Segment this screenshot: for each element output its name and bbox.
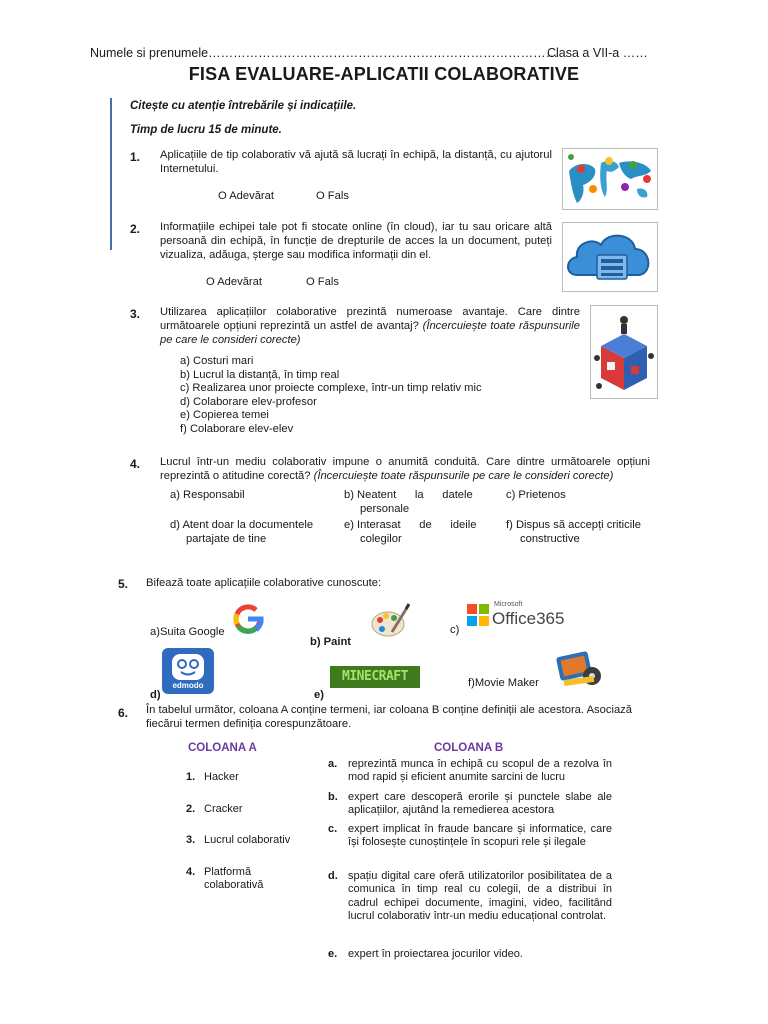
- name-field-label: Numele si prenumele…………………………………………………………………………: [90, 46, 559, 60]
- q2-number: 2.: [130, 222, 141, 236]
- col-b-def-b: expert care descoperă erorile și punctele slabe ale aplicațiilor, ajutând la remedierea acestora: [348, 791, 612, 817]
- world-map-image: [562, 148, 658, 210]
- q4-hint: (Încercuiește toate răspunsurile pe care le consideri corecte): [313, 470, 614, 482]
- q4-option-e[interactable]: e) Interasat de ideile: [344, 519, 477, 531]
- q2-option-false[interactable]: O Fals: [306, 276, 339, 288]
- col-a-item-1: 1.: [186, 771, 196, 783]
- q4-option-d-cont: partajate de tine: [186, 533, 267, 545]
- q5-number: 5.: [118, 577, 129, 591]
- q5-option-d-label[interactable]: d): [150, 689, 161, 701]
- q3-option-a[interactable]: a) Costuri mari: [180, 355, 254, 367]
- cloud-storage-image: [562, 222, 658, 292]
- q4-option-c[interactable]: c) Prietenos: [506, 489, 566, 501]
- q5-option-e-label[interactable]: e): [314, 689, 324, 701]
- col-b-letter-b: b.: [328, 791, 338, 803]
- q2-text: Informațiile echipei tale pot fi stocate online (în cloud), iar tu sau oricare altă persoană din echipă, în funcție de drepturile de acces la un document, puteți vizualiza, adăuga, șterge sau modifica informații din el.: [160, 221, 552, 261]
- q3-option-c[interactable]: c) Realizarea unor proiecte complexe, într-un timp relativ mic: [180, 382, 482, 395]
- q3-options: [180, 355, 482, 437]
- q4-option-f-cont: constructive: [520, 533, 580, 545]
- q4-number: 4.: [130, 457, 141, 471]
- q3-text: Utilizarea aplicațiilor colaborative prezintă numeroase avantaje. Care dintre următoarele opțiuni reprezintă un astfel de avantaj?: [160, 306, 580, 332]
- q1-option-false[interactable]: O Fals: [316, 190, 349, 202]
- office-logo-icon: [466, 603, 490, 629]
- column-a-title: COLOANA A: [188, 742, 257, 754]
- column-b-title: COLOANA B: [434, 742, 504, 754]
- q5-option-f-label[interactable]: f)Movie Maker: [468, 677, 539, 689]
- q4-option-e-cont: colegilor: [360, 533, 402, 545]
- q6-number: 6.: [118, 706, 129, 720]
- intro-time: Timp de lucru 15 de minute.: [130, 124, 282, 136]
- q5-text: Bifează toate aplicațiile colaborative cunoscute:: [146, 577, 382, 589]
- col-a-term-4: Platformă colaborativă: [204, 866, 264, 892]
- q3-hint: (Încercuiește toate răspunsurile pe care le consideri corecte): [160, 320, 580, 346]
- col-b-letter-d: d.: [328, 870, 338, 882]
- q2-option-true[interactable]: O Adevărat: [206, 276, 262, 288]
- movie-maker-icon[interactable]: [554, 648, 604, 688]
- col-a-term-1: Hacker: [204, 771, 239, 783]
- page-title: FISA EVALUARE-APLICATII COLABORATIVE: [188, 64, 580, 84]
- office-microsoft-text: Microsoft: [494, 601, 523, 608]
- q4-option-d[interactable]: d) Atent doar la documentele: [170, 519, 314, 531]
- col-b-letter-e: e.: [328, 948, 338, 960]
- q3-option-e[interactable]: e) Copierea temei: [180, 409, 269, 422]
- q5-option-b-label[interactable]: b) Paint: [310, 636, 352, 648]
- col-a-item-4: 4.: [186, 866, 196, 878]
- q4-text: Lucrul într-un mediu colaborativ impune o anumită conduită. Care dintre următoarele opțiuni reprezintă o atitudine corectă?: [160, 456, 650, 482]
- q3-number: 3.: [130, 307, 141, 321]
- q3-option-b[interactable]: b) Lucrul la distanță, în timp real: [180, 368, 340, 381]
- teamwork-cube-image: [590, 305, 658, 399]
- q4-option-b[interactable]: b) Neatent la datele: [344, 489, 473, 501]
- minecraft-logo[interactable]: MINECRAFT: [330, 666, 420, 688]
- edmodo-text: edmodo: [172, 681, 204, 690]
- google-logo-icon[interactable]: [232, 602, 264, 636]
- cloud-icon: [563, 223, 657, 291]
- q1-text: Aplicațiile de tip colaborativ vă ajută să lucrați în echipă, la distanță, cu ajutorul Internetului.: [160, 149, 552, 175]
- office-name-text: Office365: [492, 609, 565, 628]
- intro-instructions: Citește cu atenție întrebările și indicațiile.: [130, 100, 357, 112]
- col-b-def-d: spațiu digital care oferă utilizatorilor posibilitatea de a comunica în timp real cu colegii, de a distribui în cadrul echipei documente, imagini, video, facilitând lucrul colaborativ într-un mediu educațional controlat.: [348, 870, 612, 923]
- q5-option-c-label[interactable]: c): [450, 624, 460, 636]
- col-a-term-2: Cracker: [204, 803, 243, 815]
- q5-option-a-label[interactable]: a)Suita Google: [150, 626, 225, 638]
- q4-option-a[interactable]: a) Responsabil: [170, 489, 245, 501]
- q3-option-f[interactable]: f) Colaborare elev-elev: [180, 422, 294, 435]
- paint-palette-icon[interactable]: [370, 602, 410, 640]
- world-map-icon: [563, 149, 657, 209]
- q3-option-d[interactable]: d) Colaborare elev-profesor: [180, 395, 317, 408]
- margin-bar: [110, 98, 112, 250]
- q4-option-b-cont: personale: [360, 503, 410, 515]
- col-b-def-e: expert în proiectarea jocurilor video.: [348, 948, 523, 960]
- col-a-item-2: 2.: [186, 803, 196, 815]
- q4-option-f[interactable]: f) Dispus să accepți criticile: [506, 519, 641, 531]
- col-a-item-3: 3.: [186, 834, 196, 846]
- col-b-def-a: reprezintă munca în echipă cu scopul de a rezolva în mod rapid și eficient anumite sarcini de lucru: [348, 758, 612, 784]
- q1-number: 1.: [130, 150, 141, 164]
- class-field-label: Clasa a VII-a ……: [547, 46, 648, 60]
- puzzle-cube-icon: [591, 306, 657, 398]
- col-b-letter-a: a.: [328, 758, 338, 770]
- col-a-term-3: Lucrul colaborativ: [204, 834, 291, 846]
- col-b-def-c: expert implicat în fraude bancare și informatice, care își folosește cunoștințele în scopuri rele și ilegale: [348, 823, 612, 849]
- col-b-letter-c: c.: [328, 823, 338, 835]
- q6-text: În tabelul următor, coloana A conține termeni, iar coloana B conține definiții ale acestora. Asociază fiecărui termen definiția corespunzătoare.: [146, 704, 632, 730]
- edmodo-logo[interactable]: [162, 648, 214, 694]
- edmodo-face-icon: [162, 650, 214, 684]
- office365-logo[interactable]: [466, 601, 566, 631]
- q1-option-true[interactable]: O Adevărat: [218, 190, 274, 202]
